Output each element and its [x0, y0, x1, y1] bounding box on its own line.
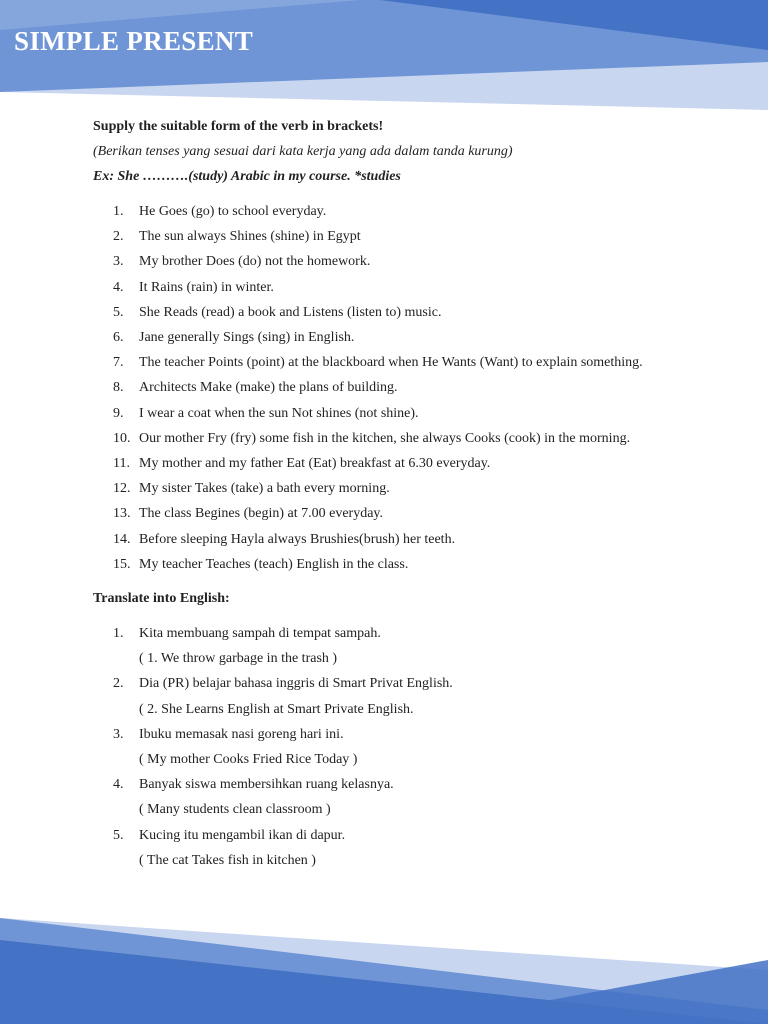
list-item [93, 300, 693, 325]
item-number: 11. [113, 456, 130, 472]
list-item [93, 325, 693, 350]
item-number: 14. [113, 531, 131, 547]
list-item [93, 224, 693, 249]
item-text: Kita membuang sampah di tempat sampah. [139, 626, 381, 642]
item-answer: ( My mother Cooks Fried Rice Today ) [139, 752, 358, 768]
item-number: 10. [113, 430, 131, 446]
item-number: 9. [113, 405, 124, 421]
list-item [93, 249, 693, 274]
footer-banner [0, 900, 768, 1024]
list-item [93, 275, 693, 300]
exercise1-example: Ex: She ……….(study) Arabic in my course. *studies [93, 169, 401, 184]
list-item [93, 199, 693, 224]
item-number: 6. [113, 330, 124, 346]
item-text: She Reads (read) a book and Listens (listen to) music. [139, 304, 442, 320]
list-item [93, 823, 693, 873]
exercise1-instruction: Supply the suitable form of the verb in brackets! [93, 119, 384, 134]
list-item [93, 426, 693, 451]
item-answer: ( The cat Takes fish in kitchen ) [139, 852, 316, 868]
item-text: Dia (PR) belajar bahasa inggris di Smart Privat English. [139, 676, 453, 692]
item-number: 4. [113, 777, 124, 793]
item-text: Our mother Fry (fry) some fish in the kitchen, she always Cooks (cook) in the morning. [139, 430, 631, 446]
item-number: 1. [113, 626, 124, 642]
item-number: 5. [113, 827, 124, 843]
item-number: 3. [113, 726, 124, 742]
item-text: I wear a coat when the sun Not shines (not shine). [139, 405, 419, 421]
item-number: 3. [113, 254, 124, 270]
item-answer: ( 1. We throw garbage in the trash ) [139, 651, 338, 667]
item-number: 2. [113, 676, 124, 692]
exercise2-list [93, 621, 693, 873]
item-answer: ( 2. She Learns English at Smart Private English. [139, 701, 414, 717]
item-text: Before sleeping Hayla always Brushies(brush) her teeth. [139, 531, 456, 547]
item-number: 15. [113, 556, 131, 572]
worksheet-body [93, 114, 693, 873]
item-number: 4. [113, 279, 124, 295]
item-number: 1. [113, 204, 124, 219]
item-answer: ( Many students clean classroom ) [139, 802, 331, 818]
list-item [93, 401, 693, 426]
page-title: SIMPLE PRESENT [14, 26, 253, 56]
item-text: The class Begines (begin) at 7.00 everyday. [139, 506, 384, 522]
list-item [93, 621, 693, 671]
list-item [93, 501, 693, 526]
list-item [93, 722, 693, 772]
list-item [93, 772, 693, 822]
list-item [93, 350, 693, 375]
list-item [93, 671, 693, 721]
item-text: He Goes (go) to school everyday. [139, 204, 327, 219]
list-item [93, 451, 693, 476]
item-number: 12. [113, 481, 131, 497]
exercise2-title: Translate into English: [93, 591, 230, 607]
item-text: My teacher Teaches (teach) English in the class. [139, 556, 409, 572]
list-item [93, 476, 693, 501]
item-text: My brother Does (do) not the homework. [139, 254, 371, 270]
item-text: The sun always Shines (shine) in Egypt [139, 229, 361, 245]
exercise1-list [93, 199, 693, 577]
list-item [93, 375, 693, 400]
list-item [93, 527, 693, 552]
list-item [93, 552, 693, 577]
item-text: Architects Make (make) the plans of building. [139, 380, 398, 396]
item-number: 13. [113, 506, 131, 522]
exercise1-instruction-translation: (Berikan tenses yang sesuai dari kata kerja yang ada dalam tanda kurung) [93, 144, 513, 159]
item-number: 7. [113, 355, 124, 371]
item-number: 8. [113, 380, 124, 396]
item-number: 5. [113, 304, 124, 320]
item-text: My mother and my father Eat (Eat) breakfast at 6.30 everyday. [139, 456, 491, 472]
item-text: Jane generally Sings (sing) in English. [139, 330, 355, 346]
item-text: The teacher Points (point) at the blackboard when He Wants (Want) to explain something. [139, 355, 643, 371]
item-text: Banyak siswa membersihkan ruang kelasnya. [139, 777, 394, 793]
item-text: Kucing itu mengambil ikan di dapur. [139, 827, 346, 843]
item-text: It Rains (rain) in winter. [139, 279, 274, 295]
item-text: My sister Takes (take) a bath every morning. [139, 481, 390, 497]
item-number: 2. [113, 229, 124, 245]
item-text: Ibuku memasak nasi goreng hari ini. [139, 726, 344, 742]
